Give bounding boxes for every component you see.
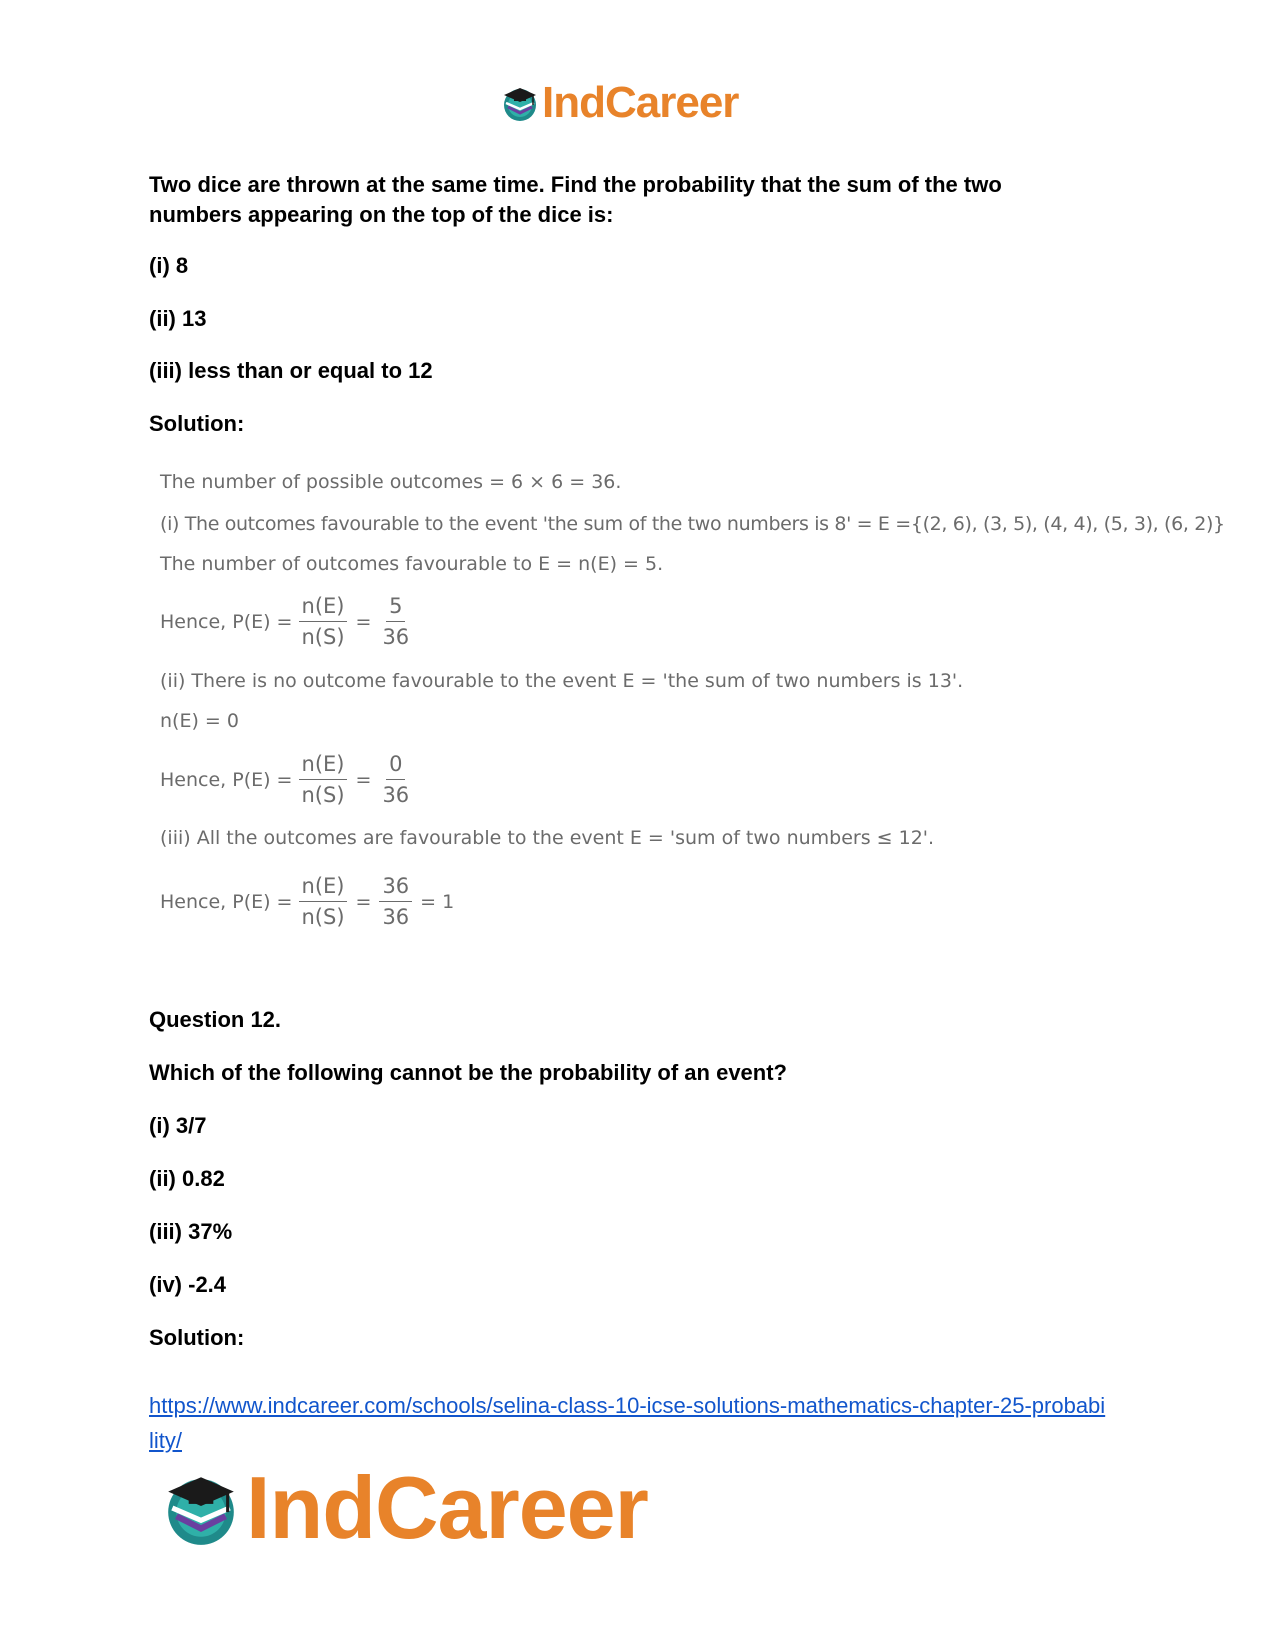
solution-line: (ii) There is no outcome favourable to the event E = 'the sum of two numbers is 13'. bbox=[160, 670, 964, 692]
denominator: n(S) bbox=[301, 905, 345, 929]
solution-line: The number of possible outcomes = 6 × 6 = 36. bbox=[160, 471, 622, 493]
equation-prefix: Hence, P(E) = bbox=[160, 890, 293, 913]
question-heading: Question 12. bbox=[149, 1007, 282, 1032]
denominator: 36 bbox=[382, 625, 410, 649]
solution-line: (i) The outcomes favourable to the event 'the sum of the two numbers is 8' = E ={(2, 6), (3, 5), (4, 4), (5, 3), (6, 2)} bbox=[160, 513, 1225, 535]
equation-prefix: Hence, P(E) = bbox=[160, 768, 293, 791]
equals-sign: = bbox=[355, 890, 372, 913]
numerator: n(E) bbox=[299, 873, 348, 902]
option-item: (i) 3/7 bbox=[149, 1113, 207, 1138]
solution-line: n(E) = 0 bbox=[160, 710, 239, 732]
equation-prefix: Hence, P(E) = bbox=[160, 610, 293, 633]
equation bbox=[160, 751, 422, 808]
option-item: (iii) 37% bbox=[149, 1219, 233, 1244]
header-logo bbox=[500, 80, 738, 126]
question-text: Two dice are thrown at the same time. Find the probability that the sum of the two numbers appearing on the top of the dice is: bbox=[149, 172, 1002, 227]
solution-line: (iii) All the outcomes are favourable to the event E = 'sum of two numbers ≤ 12'. bbox=[160, 827, 935, 849]
question-text: Which of the following cannot be the probability of an event? bbox=[149, 1060, 787, 1085]
solution-line: The number of outcomes favourable to E = n(E) = 5. bbox=[160, 553, 664, 575]
option-item: (iv) -2.4 bbox=[149, 1272, 227, 1297]
numerator: 0 bbox=[386, 751, 405, 780]
logo-wordmark: IndCareer bbox=[246, 1458, 648, 1557]
option-item: (ii) 13 bbox=[149, 306, 207, 331]
denominator: 36 bbox=[382, 783, 410, 807]
logo-wordmark: IndCareer bbox=[542, 78, 739, 127]
fraction bbox=[298, 873, 347, 930]
denominator: n(S) bbox=[301, 783, 345, 807]
numerator: n(E) bbox=[299, 751, 348, 780]
solution-link[interactable]: https://www.indcareer.com/schools/selina-class-10-icse-solutions-mathematics-chapter-25-probability/ bbox=[149, 1393, 1106, 1453]
equation bbox=[160, 593, 422, 650]
option-item: (iii) less than or equal to 12 bbox=[149, 358, 433, 383]
denominator: n(S) bbox=[301, 625, 345, 649]
graduation-cap-icon bbox=[500, 83, 540, 123]
equation-suffix: = 1 bbox=[420, 890, 455, 913]
fraction bbox=[379, 751, 412, 808]
option-item: (ii) 0.82 bbox=[149, 1166, 225, 1191]
equals-sign: = bbox=[355, 610, 372, 633]
equals-sign: = bbox=[355, 768, 372, 791]
numerator: 36 bbox=[379, 873, 412, 902]
fraction bbox=[298, 751, 347, 808]
fraction bbox=[379, 873, 412, 930]
graduation-cap-icon bbox=[160, 1467, 242, 1549]
solution-label: Solution: bbox=[149, 1325, 245, 1350]
footer-logo bbox=[160, 1458, 648, 1557]
denominator: 36 bbox=[382, 905, 410, 929]
equation bbox=[160, 873, 456, 930]
solution-label: Solution: bbox=[149, 411, 245, 436]
numerator: 5 bbox=[386, 593, 405, 622]
fraction bbox=[379, 593, 412, 650]
numerator: n(E) bbox=[299, 593, 348, 622]
option-item: (i) 8 bbox=[149, 253, 189, 278]
fraction bbox=[298, 593, 347, 650]
